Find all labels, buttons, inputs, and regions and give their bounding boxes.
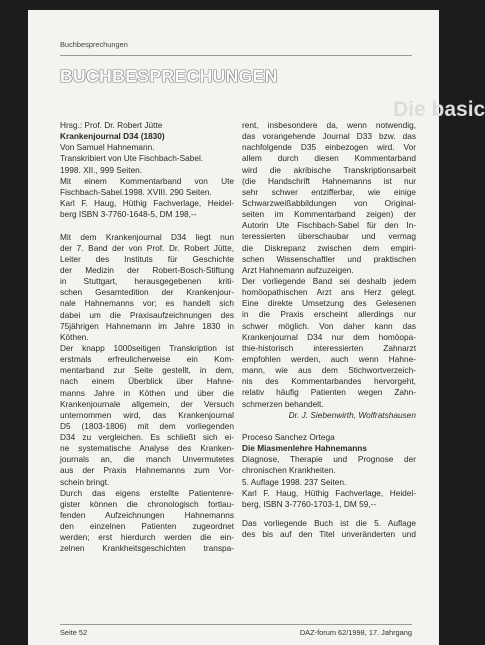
body-line: manns Jahre in Köthen und über die xyxy=(60,387,234,398)
biblio-line: chronischen Krankheiten. xyxy=(242,465,336,476)
review1-continuation xyxy=(242,120,416,410)
body-line: thie-historisch interessierten Zahnarzt xyxy=(242,342,416,353)
bleed-through-heading: Die basic xyxy=(393,98,485,121)
body-line: relativ häufig Patienten wegen Zahn- xyxy=(242,387,416,398)
biblio-line: 1998. XII., 999 Seiten. xyxy=(60,164,143,175)
body-line: fenden Aufzeichnungen Hahnemanns xyxy=(60,510,234,521)
body-line: zelnen Krankheitsgeschichten transpa- xyxy=(60,543,234,554)
body-line: nach einem Überblick über Hahne- xyxy=(60,376,234,387)
body-line: nale Hahnemanns vor; es handelt sich xyxy=(60,298,234,309)
body-line: journals an, die manch Unvermutetes xyxy=(60,454,234,465)
body-line: seiten im Kommentarband zeigen) der xyxy=(242,209,416,220)
body-line: allem durch diesen Kommentarband xyxy=(242,153,416,164)
page-number: Seite 52 xyxy=(60,628,88,637)
body-line: schen Wissenschaftler und praktischen xyxy=(242,253,416,264)
biblio-line: Karl F. Haug, Hüthig Fachverlage, Heidel- xyxy=(242,487,416,498)
body-line: Der vorliegende Band sei deshalb jedem xyxy=(242,275,416,286)
body-line: der Medizin der Robert-Bosch-Stiftung xyxy=(60,264,234,275)
body-line: Köthen. xyxy=(60,331,89,342)
body-line: Der knapp 1000seitigen Transkription ist xyxy=(60,342,234,353)
body-line: 75jährigen Hahnemann im Jahre 1830 in xyxy=(60,320,234,331)
body-line: sehr schwer entzifferbar, wie einige xyxy=(242,186,416,197)
body-line: schein bringt. xyxy=(60,476,110,487)
biblio-line: Von Samuel Hahnemann. xyxy=(60,142,155,153)
body-line: Schwarzweißabbildungen von Original- xyxy=(242,197,416,208)
review2-body xyxy=(242,518,416,540)
body-line: nis des Kommentarbandes hervorgeht, xyxy=(242,376,416,387)
body-line: wird die akribische Transkriptionsarbeit xyxy=(242,164,416,175)
running-header: Buchbesprechungen xyxy=(60,40,128,49)
right-column xyxy=(242,120,416,540)
body-line: Eine direkte Umsetzung des Gelesenen xyxy=(242,298,416,309)
body-line: homöopathischen Arzt ans Herz gelegt. xyxy=(242,287,416,298)
body-line: empfohlen werden, auch wenn Hahne- xyxy=(242,353,416,364)
body-line: Leiter des Instituts für Geschichte xyxy=(60,253,234,264)
body-line: D5 (1803-1806) mit dem vorliegenden xyxy=(60,420,234,431)
body-line: unternommen wird, das Krankenjournal xyxy=(60,409,234,420)
body-line: D34 zu vergleichen. Es schließt sich ei- xyxy=(60,432,234,443)
body-line: teressierten überschaubar und vermag xyxy=(242,231,416,242)
body-line: Arzt Hahnemann aufzuzeigen. xyxy=(242,264,354,275)
body-line: schen Gesamtedition der Krankenjour- xyxy=(60,287,234,298)
biblio-line: Karl F. Haug, Hüthig Fachverlage, Heidel- xyxy=(60,198,234,209)
body-line: mann, wie aus dem Stichwortverzeich- xyxy=(242,365,416,376)
section-title: BUCHBESPRECHUNGEN xyxy=(60,66,278,86)
body-line: schwer möglich. Von daher kann das xyxy=(242,320,416,331)
body-line: werden; erst hierdurch werden die ein- xyxy=(60,532,234,543)
body-line: schmerzen behandelt. xyxy=(242,398,324,409)
body-line: (die Handschrift Hahnemanns ist nur xyxy=(242,175,416,186)
review1-body xyxy=(60,232,234,555)
header-rule xyxy=(60,55,412,56)
biblio-line: 5. Auflage 1998. 237 Seiten. xyxy=(242,476,347,487)
biblio-line: Transkribiert von Ute Fischbach-Sabel. xyxy=(60,153,204,164)
review1-bibliography xyxy=(60,120,234,220)
body-line: rent, insbesondere da, wenn notwendig, xyxy=(242,120,416,130)
book-title: Die Miasmenlehre Hahnemanns xyxy=(242,443,367,454)
reviewer-signature: Dr. J. Siebenwirth, Wolfratshausen xyxy=(288,409,416,420)
biblio-line: Fischbach-Sabel.1998. XVIII. 290 Seiten. xyxy=(60,186,212,197)
body-line: Krankenjournal D34 nur dem homöopa- xyxy=(242,331,416,342)
footer-rule xyxy=(60,624,412,625)
left-column xyxy=(60,120,234,555)
magazine-page xyxy=(28,10,485,645)
body-line: Das vorliegende Buch ist die 5. Auflage xyxy=(242,518,416,529)
biblio-line: Diagnose, Therapie und Prognose der xyxy=(242,454,416,465)
body-line: ne systematische Analyse des Kranken- xyxy=(60,443,234,454)
editor-line: Hrsg.: Prof. Dr. Robert Jütte xyxy=(60,120,163,130)
biblio-line: berg, ISBN 3-7760-1703-1, DM 59,-- xyxy=(242,498,377,509)
body-line: aus der Praxis Hahnemanns zum Vor- xyxy=(60,465,234,476)
body-line: gister können die chronologisch fortlau- xyxy=(60,498,234,509)
journal-issue: DAZ-forum 62/1998, 17. Jahrgang xyxy=(299,628,412,637)
biblio-line: Mit einem Kommentarband von Ute xyxy=(60,175,234,186)
body-line: in Stuttgart, herausgegebenen kriti- xyxy=(60,276,234,287)
body-line: nachfolgende D35 einbezogen wird. Vor xyxy=(242,142,416,153)
body-line: das vorangehende Journal D33 bzw. das xyxy=(242,131,416,142)
body-line: erstmals erfreulicherweise ein Kom- xyxy=(60,354,234,365)
body-line: Krankenjournale allgemein, der Versuch xyxy=(60,398,234,409)
body-line: in die Praxis erscheint allerdings nur xyxy=(242,309,416,320)
body-line: des bis auf den Titel unveränderten und xyxy=(242,529,416,540)
body-line: Mit dem Krankenjournal D34 liegt nun xyxy=(60,231,234,242)
body-line: dabei um die Praxisaufzeichnungen des xyxy=(60,309,234,320)
body-line: der 7. Band der von Prof. Dr. Robert Jütte, xyxy=(60,242,234,253)
biblio-line: berg ISBN 3-7760-1648-5, DM 198,-- xyxy=(60,209,197,220)
author-line: Proceso Sanchez Ortega xyxy=(242,431,335,442)
body-line: den einzelnen Patienten zugeordnet xyxy=(60,521,234,532)
body-line: Autorin Ute Fischbach-Sabel für den In- xyxy=(242,220,416,231)
body-line: Durch das eigens erstellte Patientenre- xyxy=(60,487,234,498)
review2-bibliography xyxy=(242,432,416,510)
body-line: die Diskrepanz zwischen dem empiri- xyxy=(242,242,416,253)
book-title: Krankenjournal D34 (1830) xyxy=(60,131,165,142)
body-line: mentarband zur Seite gestellt, in dem, xyxy=(60,365,234,376)
